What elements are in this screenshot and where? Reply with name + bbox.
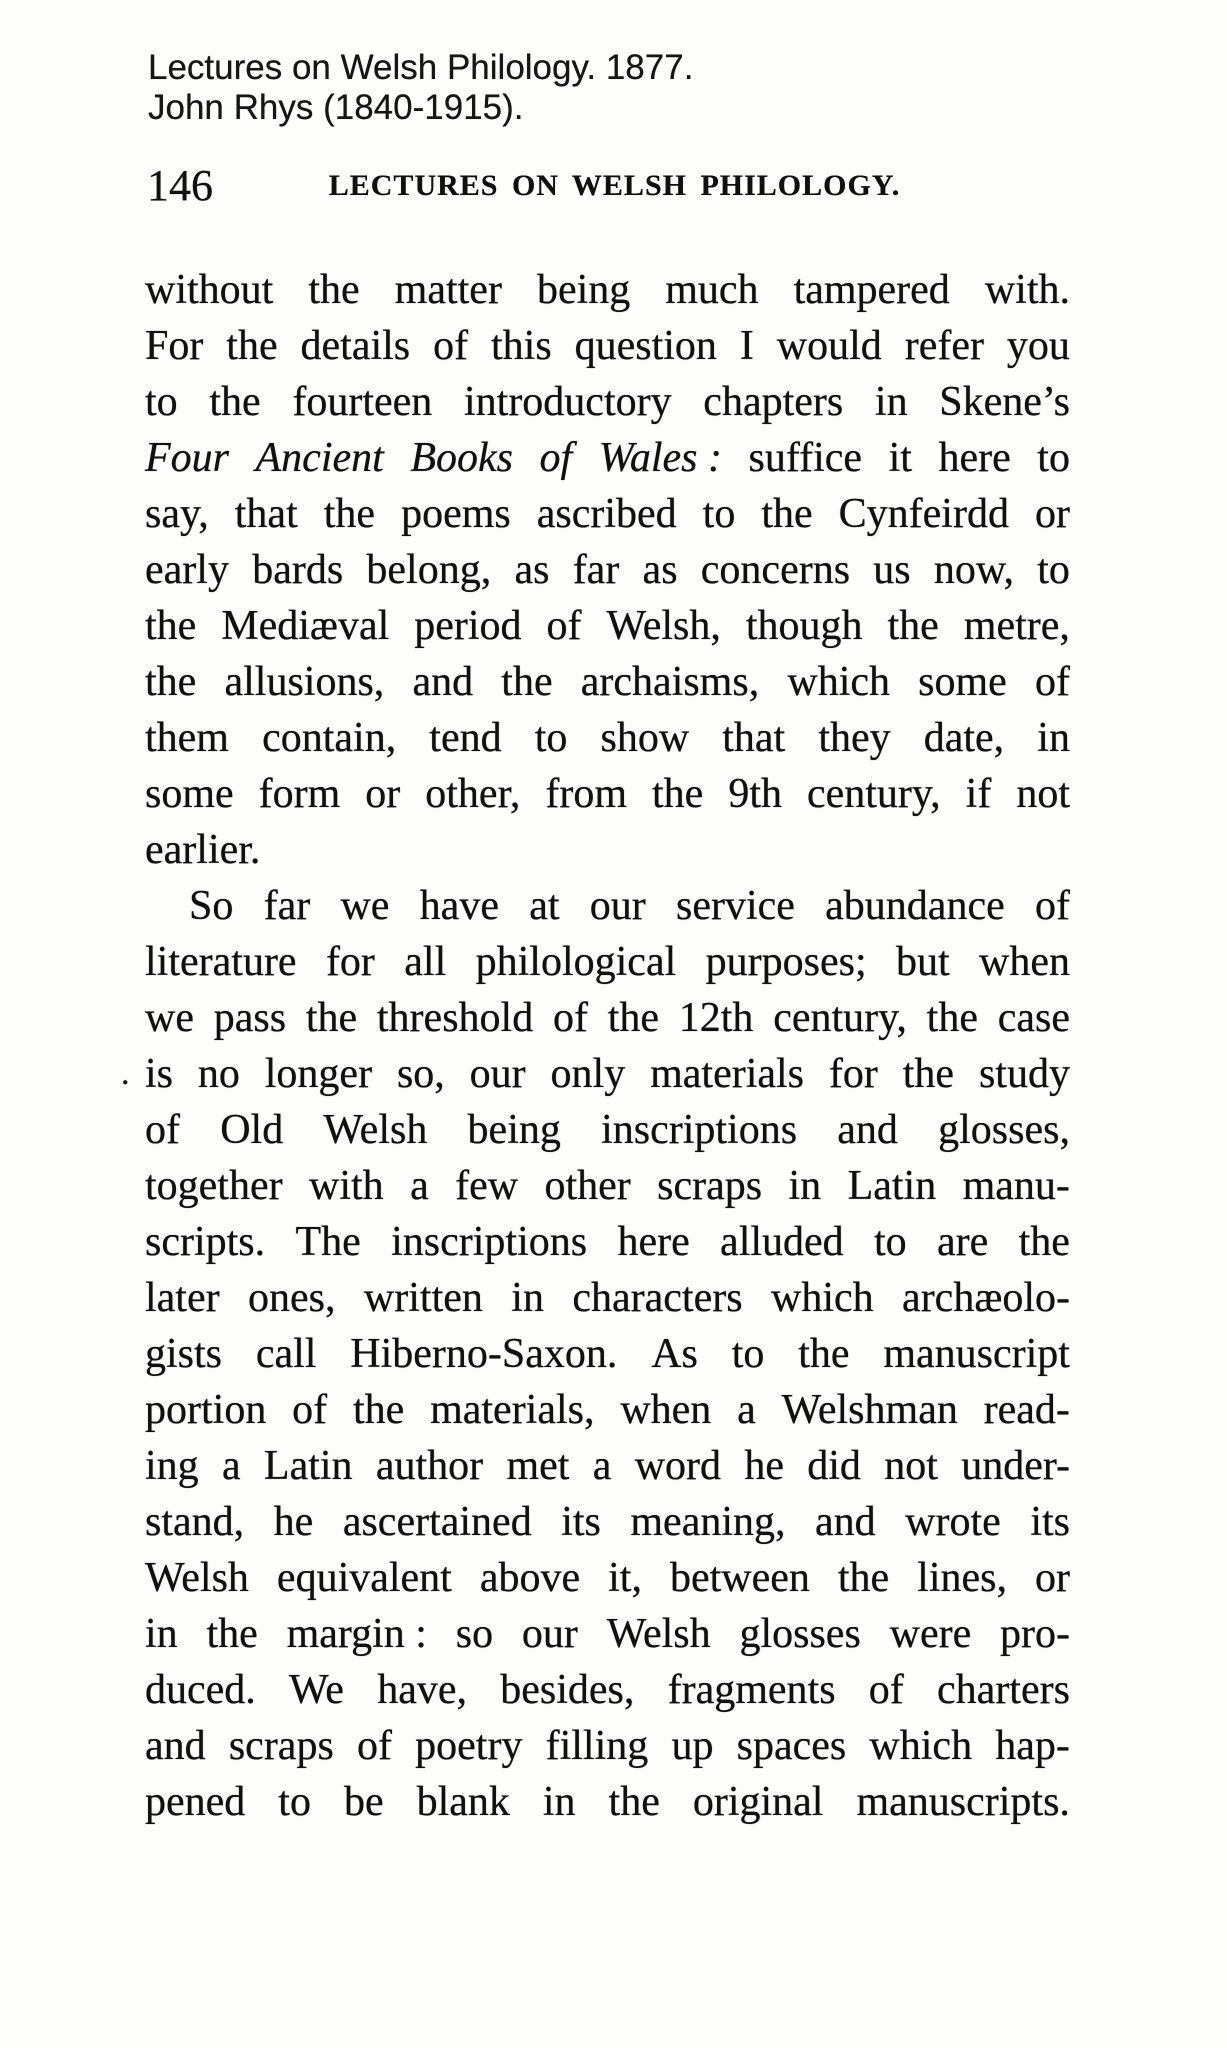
word: belong,	[366, 547, 492, 593]
word: the	[607, 995, 660, 1041]
word: it,	[608, 1555, 642, 1601]
word: under-	[961, 1443, 1070, 1489]
word: a	[592, 1443, 612, 1489]
word: with.	[984, 267, 1070, 313]
word: of	[546, 603, 582, 649]
word: poetry	[415, 1723, 523, 1769]
word: Welsh	[323, 1107, 428, 1153]
word: they	[818, 715, 891, 761]
text-line	[145, 878, 1070, 934]
word: bards	[252, 547, 344, 593]
word: from	[545, 771, 628, 817]
word: which	[787, 659, 891, 705]
word: the	[902, 1051, 955, 1097]
word: now,	[933, 547, 1014, 593]
word: of	[868, 1667, 904, 1713]
word: original	[692, 1779, 824, 1825]
annotation-block	[148, 48, 693, 128]
word: our	[469, 1051, 526, 1097]
word: we	[340, 883, 390, 929]
text-line	[145, 1550, 1070, 1606]
word: suffice	[748, 435, 863, 481]
word: Mediæval	[221, 603, 390, 649]
word: and	[145, 1723, 206, 1769]
word: century,	[806, 771, 941, 817]
text-line	[145, 1102, 1070, 1158]
word: much	[665, 267, 759, 313]
word: of	[552, 995, 588, 1041]
word: in	[788, 1163, 822, 1209]
word: other	[544, 1163, 631, 1209]
word: inscriptions	[601, 1107, 798, 1153]
word: characters	[572, 1275, 743, 1321]
word: our	[589, 883, 646, 929]
word: of	[539, 435, 573, 481]
word: show	[600, 715, 690, 761]
word: to	[278, 1779, 311, 1825]
word: ing	[145, 1443, 199, 1489]
word: early	[145, 547, 229, 593]
word: above	[479, 1555, 581, 1601]
word: word	[634, 1443, 722, 1489]
word: Welsh,	[606, 603, 721, 649]
word: service	[675, 883, 795, 929]
word: glosses,	[938, 1107, 1070, 1153]
text-line	[145, 542, 1070, 598]
word: spaces	[736, 1723, 847, 1769]
word: of	[1034, 659, 1070, 705]
text-line	[145, 374, 1070, 430]
word: details	[300, 323, 411, 369]
word: and	[815, 1499, 876, 1545]
word: you	[1006, 323, 1070, 369]
text-line	[145, 486, 1070, 542]
text-line	[145, 934, 1070, 990]
word: manu-	[962, 1163, 1070, 1209]
word: We	[289, 1667, 344, 1713]
word: this	[491, 323, 552, 369]
word: or	[365, 771, 401, 817]
word: of	[292, 1387, 328, 1433]
word: us	[873, 547, 911, 593]
text-line	[145, 1270, 1070, 1326]
word: in	[1037, 715, 1070, 761]
word: case	[997, 995, 1070, 1041]
word: fragments	[667, 1667, 836, 1713]
word: pro-	[1000, 1611, 1070, 1657]
word: here	[617, 1219, 690, 1265]
word: date,	[923, 715, 1005, 761]
word: Wales :	[598, 435, 723, 481]
word: manuscripts.	[856, 1779, 1070, 1825]
word: purposes;	[705, 939, 867, 985]
word: not	[1016, 771, 1070, 817]
word: Books	[410, 435, 513, 481]
word: question	[574, 323, 717, 369]
word: poems	[401, 491, 511, 537]
word: metre,	[963, 603, 1070, 649]
word: only	[550, 1051, 626, 1097]
word: materials	[650, 1051, 805, 1097]
word: charters	[937, 1667, 1070, 1713]
word: fourteen	[292, 379, 433, 425]
word: Hiberno-Saxon.	[350, 1331, 618, 1377]
word: alluded	[720, 1219, 844, 1265]
text-line	[145, 710, 1070, 766]
word: no	[197, 1051, 240, 1097]
word: concerns	[700, 547, 851, 593]
word: ones,	[248, 1275, 336, 1321]
word: if	[965, 771, 992, 817]
word: of	[433, 323, 469, 369]
word: between	[669, 1555, 810, 1601]
word: contain,	[262, 715, 397, 761]
word: the	[323, 491, 376, 537]
word: so,	[396, 1051, 445, 1097]
word: Skene’s	[939, 379, 1070, 425]
word: margin :	[286, 1611, 427, 1657]
text-line	[145, 1158, 1070, 1214]
word: refer	[904, 323, 984, 369]
word: so	[455, 1611, 494, 1657]
word: the	[206, 1611, 258, 1657]
text-line	[145, 1718, 1070, 1774]
word: the	[837, 1555, 890, 1601]
word: the	[652, 771, 704, 817]
word: which	[869, 1723, 973, 1769]
word: to	[731, 1331, 765, 1377]
word: the	[798, 1331, 850, 1377]
word: wrote	[905, 1499, 1001, 1545]
word: of	[145, 1107, 180, 1153]
word: did	[807, 1443, 861, 1489]
scan-artifact-dot: .	[121, 1055, 130, 1092]
word: together	[145, 1163, 283, 1209]
word: written	[363, 1275, 483, 1321]
word: in	[874, 379, 908, 425]
word: philological	[475, 939, 677, 985]
word: to	[1037, 547, 1070, 593]
word: not	[884, 1443, 938, 1489]
word: have	[419, 883, 499, 929]
word: are	[937, 1219, 989, 1265]
word: we	[145, 995, 194, 1041]
word: here	[938, 435, 1011, 481]
word: inscriptions	[391, 1219, 588, 1265]
annotation-line-title: Lectures on Welsh Philology. 1877.	[148, 48, 694, 87]
word: form	[258, 771, 341, 817]
word: study	[978, 1051, 1070, 1097]
word: the	[761, 491, 813, 537]
word: is	[145, 1051, 174, 1097]
word: he	[744, 1443, 784, 1489]
running-title: LECTURES ON WELSH PHILOLOGY.	[328, 169, 901, 202]
word: I	[739, 323, 754, 369]
text-line	[145, 598, 1070, 654]
word: earlier.	[145, 827, 261, 873]
word: call	[255, 1331, 317, 1377]
word: met	[506, 1443, 570, 1489]
word: say,	[145, 491, 209, 537]
word: all	[404, 939, 447, 985]
word: have,	[377, 1667, 467, 1713]
word: in	[511, 1275, 544, 1321]
word: and	[837, 1107, 898, 1153]
word: as	[642, 547, 678, 593]
word: Welshman	[781, 1387, 958, 1433]
word: blank	[416, 1779, 510, 1825]
word: to	[534, 715, 568, 761]
word: meaning,	[630, 1499, 786, 1545]
word: its	[1030, 1499, 1070, 1545]
word: portion	[145, 1387, 267, 1433]
word: archaisms,	[580, 659, 760, 705]
word: century,	[773, 995, 907, 1041]
annotation-line-author: John Rhys (1840-1915).	[148, 88, 524, 127]
word: gists	[145, 1331, 223, 1377]
word: Welsh	[606, 1611, 711, 1657]
word: the	[1018, 1219, 1070, 1265]
word: 9th	[728, 771, 782, 817]
word: materials,	[430, 1387, 595, 1433]
word: the	[145, 659, 197, 705]
text-line	[145, 1382, 1070, 1438]
word: hap-	[995, 1723, 1070, 1769]
word: Old	[220, 1107, 284, 1153]
word: with	[309, 1163, 384, 1209]
word: ascertained	[342, 1499, 532, 1545]
word: stand,	[145, 1499, 245, 1545]
word: Latin	[263, 1443, 353, 1489]
word: when	[979, 939, 1070, 985]
page-number: 146	[147, 161, 213, 210]
word: our	[521, 1611, 578, 1657]
word: few	[455, 1163, 519, 1209]
word: the	[608, 1779, 660, 1825]
word: without	[145, 267, 274, 313]
word: author	[375, 1443, 484, 1489]
text-line	[145, 766, 1070, 822]
word: far	[263, 883, 311, 929]
word: the	[145, 603, 197, 649]
word: duced.	[145, 1667, 256, 1713]
word: of	[1034, 883, 1070, 929]
word: them	[145, 715, 229, 761]
word: tampered	[793, 267, 950, 313]
word: far	[572, 547, 620, 593]
word: as	[514, 547, 550, 593]
word: the	[926, 995, 978, 1041]
word: pass	[213, 995, 287, 1041]
word: it	[888, 435, 912, 481]
word: The	[295, 1219, 361, 1265]
word: of	[356, 1723, 392, 1769]
text-line	[145, 1438, 1070, 1494]
word: the	[308, 267, 360, 313]
word: other,	[425, 771, 521, 817]
word: be	[343, 1779, 384, 1825]
word: to	[1037, 435, 1070, 481]
word: chapters	[703, 379, 844, 425]
text-line	[145, 1606, 1070, 1662]
word: As	[651, 1331, 698, 1377]
word: that	[234, 491, 298, 537]
word: at	[529, 883, 560, 929]
word: when	[620, 1387, 712, 1433]
word: being	[467, 1107, 561, 1153]
word: the	[501, 659, 553, 705]
word: for	[828, 1051, 878, 1097]
word: the	[226, 323, 278, 369]
text-line	[145, 262, 1070, 318]
word: Ancient	[255, 435, 384, 481]
running-head	[145, 162, 1070, 210]
word: some	[918, 659, 1007, 705]
word: matter	[394, 267, 502, 313]
word: a	[410, 1163, 429, 1209]
word: introductory	[463, 379, 672, 425]
word: or	[1034, 1555, 1070, 1601]
word: to	[145, 379, 178, 425]
word: Welsh	[145, 1555, 249, 1601]
text-line	[145, 430, 1070, 486]
word: Four	[145, 435, 229, 481]
word: later	[145, 1275, 220, 1321]
word: tend	[429, 715, 502, 761]
word: would	[776, 323, 882, 369]
text-line	[145, 1214, 1070, 1270]
word: Latin	[847, 1163, 937, 1209]
word: to	[874, 1219, 907, 1265]
word: read-	[983, 1387, 1070, 1433]
word: scraps	[228, 1723, 334, 1769]
word: So	[189, 883, 234, 929]
word: threshold	[376, 995, 534, 1041]
word: manuscript	[883, 1331, 1070, 1377]
word: glosses	[739, 1611, 861, 1657]
word: For	[145, 323, 204, 369]
word: but	[895, 939, 950, 985]
word: scraps	[657, 1163, 763, 1209]
word: besides,	[500, 1667, 635, 1713]
word: longer	[264, 1051, 373, 1097]
word: 12th	[678, 995, 754, 1041]
word: equivalent	[276, 1555, 452, 1601]
word: ascribed	[536, 491, 677, 537]
word: archæolo-	[902, 1275, 1070, 1321]
text-line	[145, 1662, 1070, 1718]
word: the	[887, 603, 939, 649]
word: filling	[545, 1723, 649, 1769]
word: its	[561, 1499, 601, 1545]
word: lines,	[917, 1555, 1007, 1601]
text-line	[145, 654, 1070, 710]
body-text	[121, 262, 1070, 1830]
word: or	[1034, 491, 1070, 537]
word: were	[889, 1611, 972, 1657]
text-line	[145, 318, 1070, 374]
word: that	[722, 715, 786, 761]
text-line	[145, 1326, 1070, 1382]
word: the	[305, 995, 358, 1041]
word: a	[737, 1387, 756, 1433]
word: to	[702, 491, 736, 537]
text-line	[145, 1494, 1070, 1550]
word: though	[745, 603, 863, 649]
word: in	[145, 1611, 178, 1657]
word: in	[542, 1779, 576, 1825]
word: the	[352, 1387, 405, 1433]
text-line	[121, 1046, 1070, 1102]
word: literature	[145, 939, 297, 985]
text-line	[145, 1774, 1070, 1830]
word: the	[209, 379, 261, 425]
word: Cynfeirdd	[838, 491, 1009, 537]
word: a	[221, 1443, 241, 1489]
word: he	[273, 1499, 314, 1545]
word: for	[325, 939, 375, 985]
word: which	[770, 1275, 874, 1321]
word: pened	[145, 1779, 246, 1825]
word: up	[671, 1723, 714, 1769]
text-line	[145, 822, 1070, 878]
word: abundance	[825, 883, 1005, 929]
word: allusions,	[224, 659, 385, 705]
word: and	[412, 659, 474, 705]
word: scripts.	[145, 1219, 266, 1265]
text-line	[145, 990, 1070, 1046]
word: being	[536, 267, 631, 313]
word: some	[145, 771, 234, 817]
word: period	[414, 603, 522, 649]
